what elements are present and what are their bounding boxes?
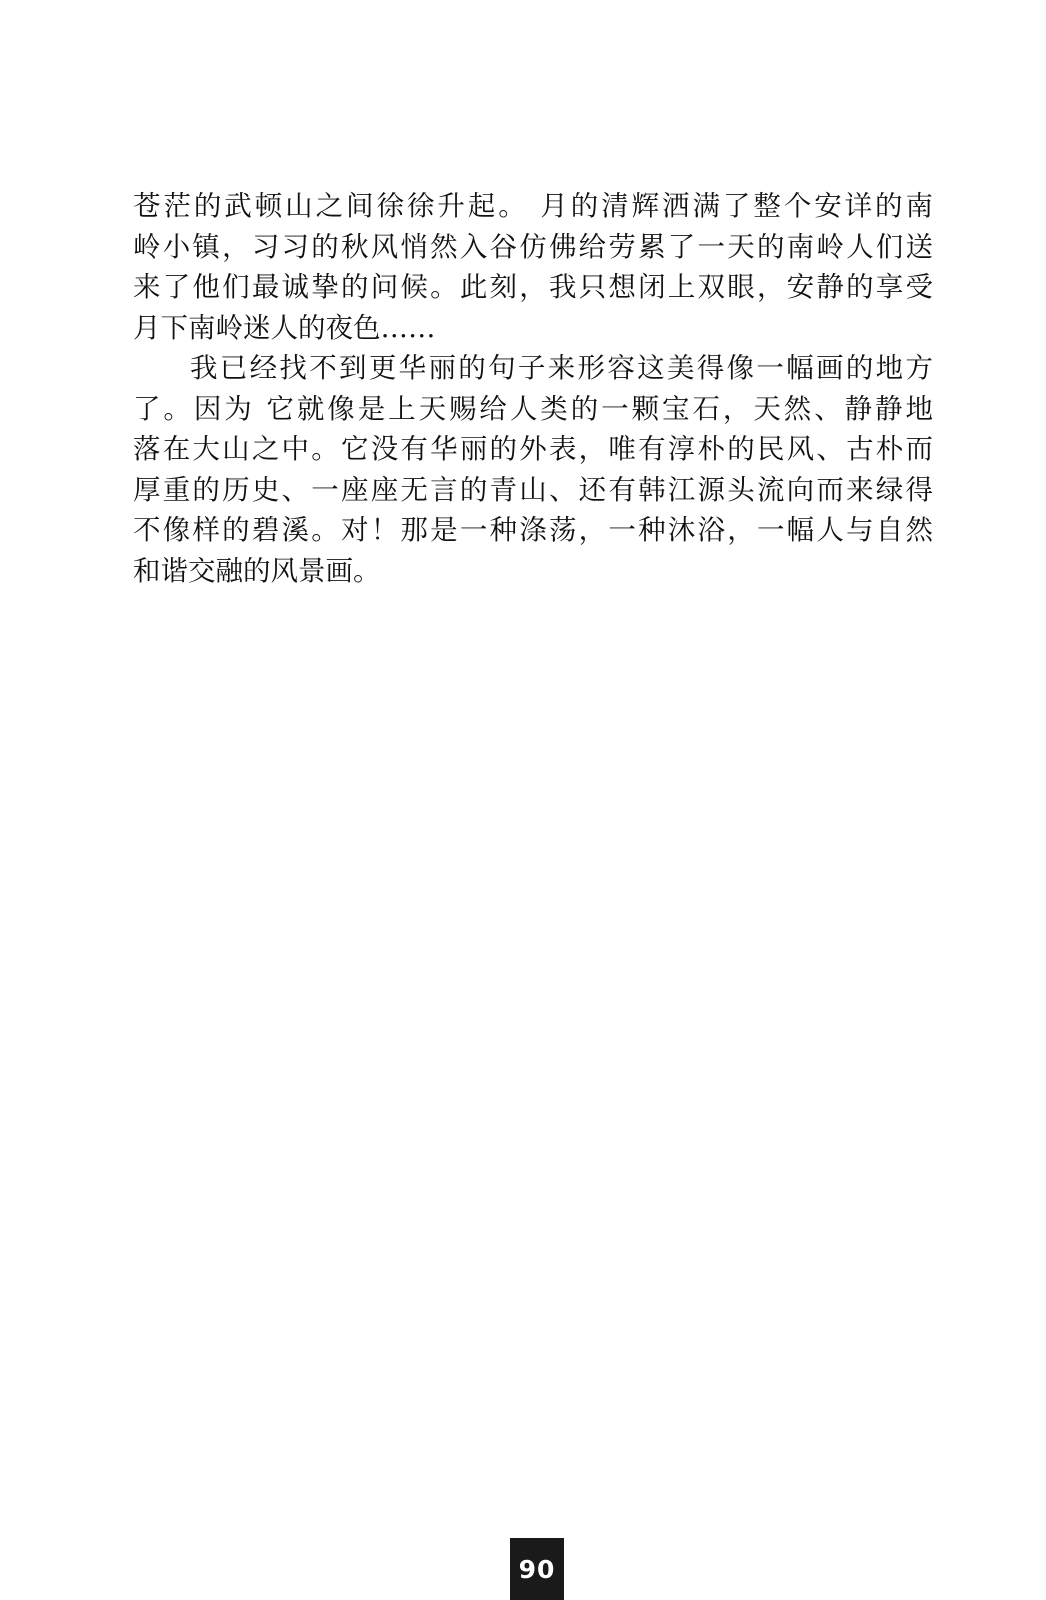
text-line: 厚重的历史、一座座无言的青山、还有韩江源头流向而来绿得 <box>133 473 933 506</box>
paragraph-2 <box>133 348 933 591</box>
text-line: 和谐交融的风景画。 <box>133 554 381 587</box>
text-line: 了。因为 它就像是上天赐给人类的一颗宝石，天然、静静地 <box>133 392 933 425</box>
text-line: 落在大山之中。它没有华丽的外表，唯有淳朴的民风、古朴而 <box>133 433 933 465</box>
text-line: 岭小镇，习习的秋风悄然入谷仿佛给劳累了一天的南岭人们送 <box>133 230 933 263</box>
text-line: 不像样的碧溪。对！那是一种涤荡，一种沐浴，一幅人与自然 <box>133 514 933 546</box>
text-line: 来了他们最诚挚的问候。此刻，我只想闭上双眼，安静的享受 <box>133 271 933 303</box>
paragraph-1 <box>133 186 933 348</box>
text-line: 我已经找不到更华丽的句子来形容这美得像一幅画的地方 <box>190 352 933 384</box>
page-number-badge <box>510 1538 564 1600</box>
page-number: 90 <box>518 1554 556 1584</box>
body-text <box>133 186 933 591</box>
text-line: 月下南岭迷人的夜色…… <box>133 311 436 344</box>
text-line: 苍茫的武顿山之间徐徐升起。 月的清辉洒满了整个安详的南 <box>133 190 933 222</box>
